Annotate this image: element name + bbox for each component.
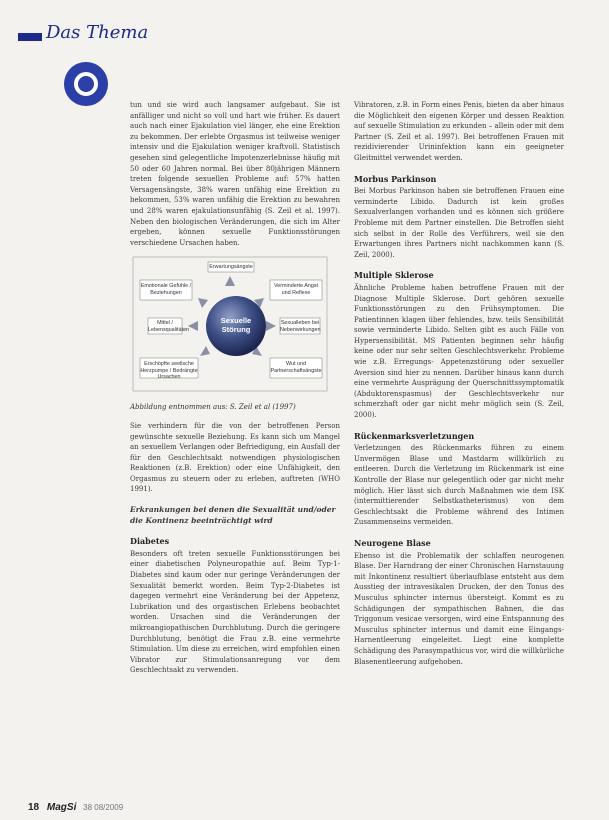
diagram-label-bottom-left: Erschöpfte seelische Herzpumpe / Bedrängte Ursachen [140,361,198,381]
left-intro-paragraph: tun und sie wird auch langsamer aufgebaut. Sie ist anfälliger und nicht so voll und hart wie früher. Es dauert auch nach einer Ejakulation viel länger, ehe eine Erektion zu bekommen. Der erlebte Orgasmus ist teilweise weniger intensiv und die Ejakulation weniger kraftvoll. Statistisch gesehen sind gelegentliche Impotenzerlebnisse häufig mit 50 oder 60 Jahren normal. Bei über 80jährigen Männern treten folgende sexuellen Probleme auf: 57% hatten Versagensängste, 38% waren unfähig eine Erektion zu bekommen, 53% waren unfähig die Erektion zu bewahren und 28% waren ejakulationsunfähig (S. Zeil et al. 1997). Neben den biologischen Veränderungen, die sich im Alter ergeben, können sexuelle Funktionsstörungen verschiedene Ursachen haben. [130,101,340,247]
causes-diagram [130,254,330,394]
diabetes-text: Besonders oft treten sexuelle Funktionsstörungen bei einer diabetischen Polyneuropathie auf. Beim Typ-1-Diabetes sind kaum oder nur geringe Veränderungen der Sexualität bemerkt worden. Beim Typ-2-Diabetes ist dagegen vermehrt eine Veränderung bei der Appetenz, Lubrikation und des orgastischen Erlebens beobachtet worden. Ursachen sind die Veränderungen der mikroangiopathischen Durchblutung. Durch die geringere Durchblutung, benötigt die Frau z.B. eine vermehrte Stimulation. Um diese zu erreichen, wird empfohlen einen Vibrator zur Stimulationsanregung vor dem Geschlechtsakt zu verwenden. [130,549,340,675]
section-logo [64,62,108,106]
ms-text: Ähnliche Probleme haben betroffene Frauen mit der Diagnose Multiple Sklerose. Dort gehören sexuelle Funktionsstörungen zu den Frühsymptomen. Die Patientinnen klagen über fehlendes, bzw. teils Sensibilität sowie verminderte Libido. Selten gibt es auch Fälle von Hypersensibilität. MS Patienten beginnen sehr häufig keine oder nur sehr selten Geschlechtsverkehr. Probleme wie z.B. Erregungs- Appetenzstörung oder sexueller Aversion sind hier zu nennen. Darüber hinaus kann durch eine vermehrte Ausprägung der Querschnittssymptomatik (Abduktorenspasmus) der Geschlechtsverkehr nur schmerzhaft oder gar nicht mehr möglich sein (S. Zeil, 2000). [354,283,564,420]
bladder-heading: Neurogene Blase [354,537,431,548]
page-footer [28,802,123,813]
diagram-label-mid-right: Sexualleben bei Nebenwirkungen [280,320,321,333]
issue-info: 38 08/2009 [83,803,124,812]
figure-caption: Abbildung entnommen aus: S. Zeil et al (1997) [130,403,296,412]
right-intro-paragraph: Vibratoren, z.B. in Form eines Penis, bieten da aber hinaus die Möglichkeit den eigenen Körper und dessen Reaktion auf sexuelle Stimulation zu erkunden – allein oder mit dem Partner (S. Zeil et al. 1997). Bei betroffenen Frauen mit rezidivierender Urininfektion kann ein geeigneter Gleitmittel verwendet werden. [354,101,564,162]
header-bar [18,33,42,41]
parkinson-heading: Morbus Parkinson [354,173,437,184]
bladder-text: Ebenso ist die Problematik der schlaffen neurogenen Blase. Der Harndrang der einer Chronischen Harnstauung mit Inkontinenz resultiert überlaufblase entsteht aus dem Ausstieg der intravesikalen Drucken, der den Tonus des Musculus sphincter internus übersteigt. Kommt es zu Schädigungen der sympathischen Bahnen, die das Triggonum vesicae versorgen, wird eine Entspannung des Musculus sphincter internus und damit eine Eingangs-Harnentleerung eingeleitet. Liegt eine komplette Schädigung des Parasympathicus vor, wird die willkürliche Blasenentleerung aufgehoben. [354,551,564,666]
section-title: Das Thema [46,22,149,43]
diagram-center-label: Sexuelle Störung [220,316,252,335]
diagram-label-top-right: Verminderte Angst und Reflexe [273,283,319,296]
ms-heading: Multiple Sklerose [354,270,434,281]
magazine-name: MagSi [46,802,77,813]
diagram-label-top-left: Emotionale Gefühle / Beziehungen [140,283,192,296]
logo-ring-icon [74,72,98,96]
parkinson-text: Bei Morbus Parkinson haben sie betroffenen Frauen eine verminderte Libido. Dadurch ist kein großes Sexualverlangen vorhanden und es können sich größere Probleme mit dem Partner einstellen. Die Betroffen sieht sich selbst in der Rolle des Verführers, weil sie den Erwartungen ihres Partners nicht nachkommen kann (S. Zeil, 2000). [354,187,564,259]
spinal-heading: Rückenmarksverletzungen [354,430,475,441]
diabetes-heading: Diabetes [130,536,170,547]
disease-subheading: Erkrankungen bei denen die Sexualität und/oder die Kontinenz beeinträchtigt wird [130,505,336,525]
left-column [130,100,340,678]
diagram-label-bottom-right: Wut und Partnerschaftsängste [270,361,322,374]
page-number: 18 [28,802,40,813]
left-paragraph-2: Sie verhindern für die von der betroffenen Person gewünschte sexuelle Beziehung. Es kann sich um Mangel an sexuellem Verlangen oder Befriedigung, ein Ausfall der für den Geschlechtsakt notwendigen physiologischen Reaktionen (z.B. Erektion) oder eine Unfähigkeit, den Orgasmus zu steuern oder zu erleben, auftreten (WHO 1991). [130,421,340,494]
diagram-label-top: Erwartungsängste [209,264,253,271]
spinal-text: Verletzungen des Rückenmarks führen zu einem Unvermögen Blase und Mastdarm willkürlich zu entleeren. Durch die Verletzung im Rückenmark ist eine Kontrolle der Blase nur gelegentlich oder gar nicht mehr möglich. Hier lässt sich durch Maßnahmen wie dem ISK (intermittierender Selbstkatheterismus) von dem Geschlechtsakt die Probleme während des Intimen Zusammenseins vermeiden. [354,444,564,527]
diagram-label-mid-left: Mittel / Lebensqualitäten [148,320,190,333]
right-column [354,100,564,669]
